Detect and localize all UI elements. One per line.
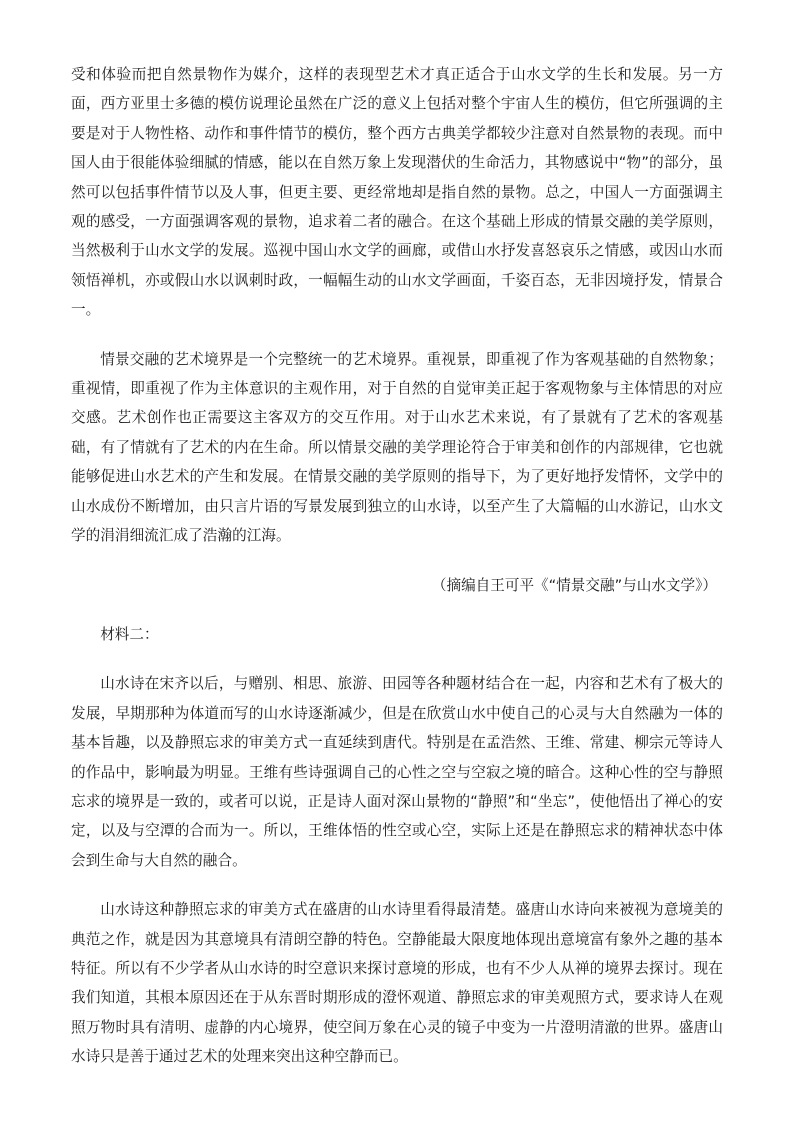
material-two-label: 材料二： (100, 625, 159, 643)
paragraph-continuation: 受和体验而把自然景物作为媒介，这样的表现型艺术才真正适合于山水文学的生长和发展。另一方面，西方亚里士多德的模仿说理论虽然在广泛的意义上包括对整个宇宙人生的模仿，但它所强调的主要是对于人物性格、动作和事件情节的模仿，整个西方古典美学都较少注意对自然景物的表现。而中国人由于很能体验细腻的情感，能以在自然万象上发现潜伏的生命活力，其物感说中“物”的部分，虽然可以包括事件情节以及人事，但更主要、更经常地却是指自然的景物。总之，中国人一方面强调主观的感受，一方面强调客观的景物，追求着二者的融合。在这个基础上形成的情景交融的美学原则，当然极利于山水文学的发展。巡视中国山水文学的画廊，或借山水抒发喜怒哀乐之情感，或因山水而领悟禅机，亦或假山水以讽刺时政，一幅幅生动的山水文学画面，千姿百态，无非因境抒发，情景合一。 (71, 66, 723, 319)
source-citation: （摘编自王可平《“情景交融”与山水文学》） (431, 576, 717, 594)
document-page (71, 60, 723, 1072)
paragraph-artistic-realm: 情景交融的艺术境界是一个完整统一的艺术境界。重视景，即重视了作为客观基础的自然物象；重视情，即重视了作为主体意识的主观作用，对于自然的自觉审美正起于客观物象与主体情思的对应交感。艺术创作也正需要这主客双方的交互作用。对于山水艺术来说，有了景就有了艺术的客观基础，有了情就有了艺术的内在生命。所以情景交融的美学理论符合于审美和创作的内部规律，它也就能够促进山水艺术的产生和发展。在情景交融的美学原则的指导下，为了更好地抒发情怀，文学中的山水成份不断增加，由只言片语的写景发展到独立的山水诗，以至产生了大篇幅的山水游记，山水文学的涓涓细流汇成了浩瀚的江海。 (71, 350, 723, 545)
paragraph-landscape-poetry: 山水诗在宋齐以后，与赠别、相思、旅游、田园等各种题材结合在一起，内容和艺术有了极大的发展，早期那种为体道而写的山水诗逐渐减少，但是在欣赏山水中使自己的心灵与大自然融为一体的基本旨趣，以及静照忘求的审美方式一直延续到唐代。特别是在孟浩然、王维、常建、柳宗元等诗人的作品中，影响最为明显。王维有些诗强调自己的心性之空与空寂之境的暗合。这种心性的空与静照忘求的境界是一致的，或者可以说，正是诗人面对深山景物的“静照”和“坐忘”，使他悟出了禅心的安定，以及与空潭的合而为一。所以，王维体悟的性空或心空，实际上还是在静照忘求的精神状态中体会到生命与大自然的融合。 (71, 675, 723, 869)
paragraph-tang-landscape-poetry: 山水诗这种静照忘求的审美方式在盛唐的山水诗里看得最清楚。盛唐山水诗向来被视为意境美的典范之作，就是因为其意境具有清朗空静的特色。空静能最大限度地体现出意境富有象外之趣的基本特征。所以有不少学者从山水诗的时空意识来探讨意境的形成，也有不少人从禅的境界去探讨。现在我们知道，其根本原因还在于从东晋时期形成的澄怀观道、静照忘求的审美观照方式，要求诗人在观照万物时具有清明、虚静的内心境界，使空间万象在心灵的镜子中变为一片澄明清澈的世界。盛唐山水诗只是善于通过艺术的处理来突出这种空静而已。 (71, 901, 723, 1066)
